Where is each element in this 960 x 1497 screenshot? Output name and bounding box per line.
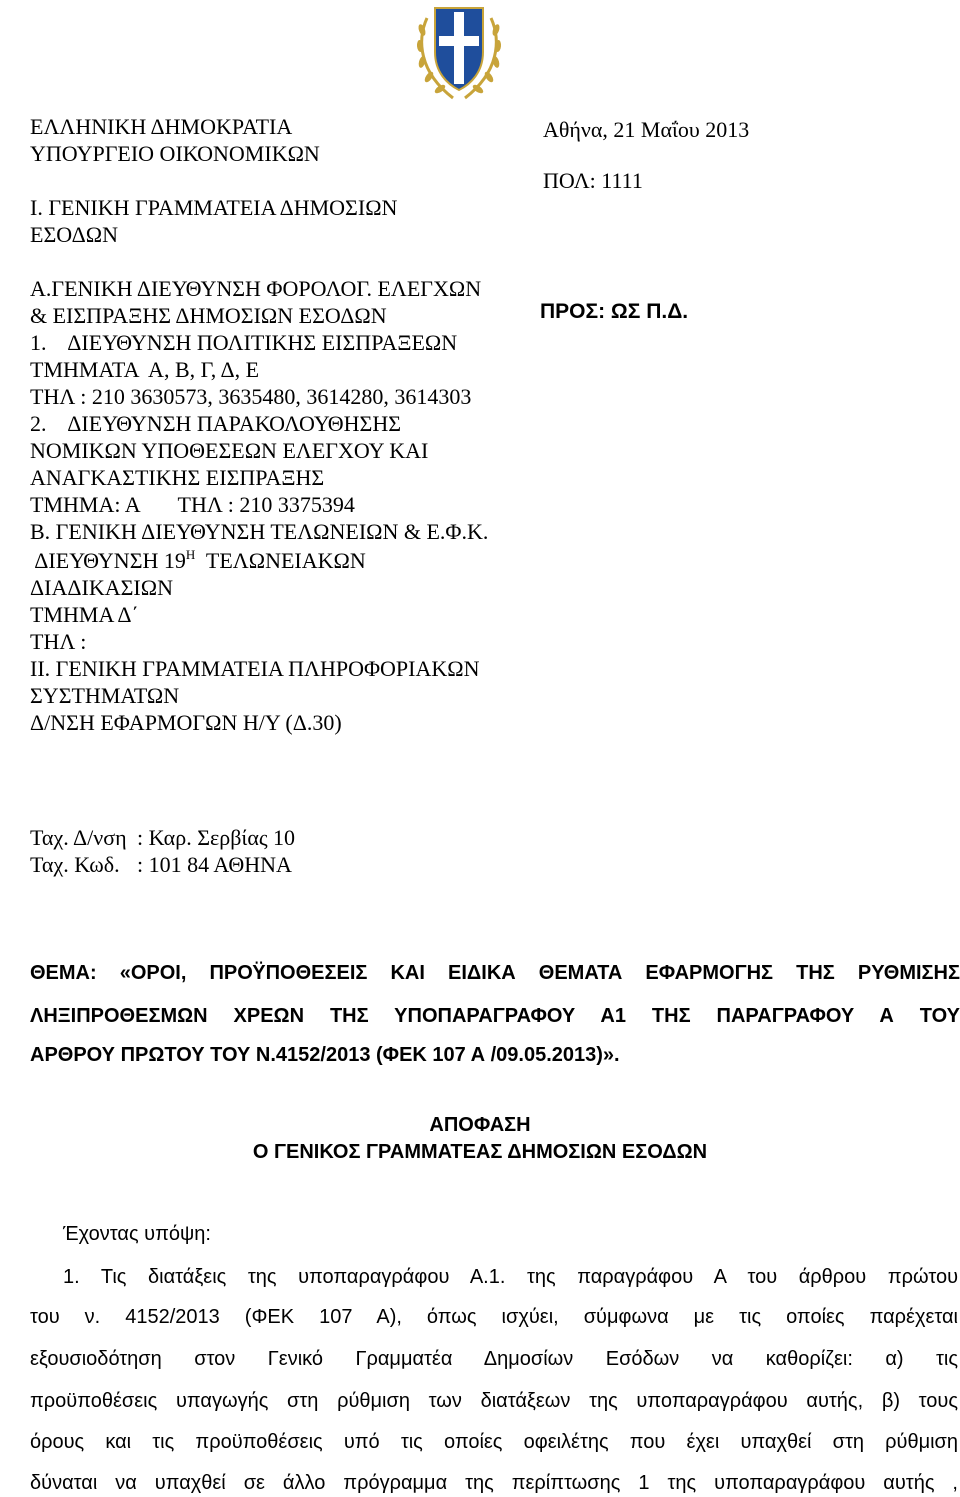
- postal-code-value: : 101 84 ΑΘΗΝΑ: [137, 852, 292, 877]
- directorate-19-text: ΔΙΕΥΘΥΝΣΗ 19: [30, 548, 186, 573]
- body-paragraph-line: δύναται να υπαχθεί σε άλλο πρόγραμμα της περίπτωσης 1 της υποπαραγράφου αυτής ,: [30, 1472, 958, 1494]
- street-value: : Καρ. Σερβίας 10: [137, 825, 296, 850]
- subject-line: ΘΕΜΑ: «ΟΡΟΙ, ΠΡΟΫΠΟΘΕΣΕΙΣ ΚΑΙ ΕΙΔΙΚΑ ΘΕΜΑΤΑ ΕΦΑΡΜΟΓΗΣ ΤΗΣ ΡΥΘΜΙΣΗΣ: [30, 962, 960, 984]
- decision-issuer: Ο ΓΕΝΙΚΟΣ ΓΡΑΜΜΑΤΕΑΣ ΔΗΜΟΣΙΩΝ ΕΣΟΔΩΝ: [252, 1141, 708, 1163]
- general-secretariat-cont: ΕΣΟΔΩΝ: [30, 222, 118, 247]
- republic-name: ΕΛΛΗΝΙΚΗ ΔΗΜΟΚΡΑΤΙΑ: [30, 114, 293, 139]
- greek-coat-of-arms-icon: [413, 0, 505, 104]
- directorate-19-superscript: Η: [185, 547, 196, 562]
- body-paragraph-line: προϋποθέσεις υπαγωγής στη ρύθμιση των διατάξεων της υποπαραγράφου αυτής, β) τους: [30, 1390, 958, 1412]
- decision-title: ΑΠΟΦΑΣΗ: [429, 1114, 531, 1136]
- directorate-19: [30, 548, 366, 574]
- subject-line: ΑΡΘΡΟΥ ΠΡΩΤΟΥ ΤΟΥ Ν.4152/2013 (ΦΕΚ 107 Α /09.05.2013)».: [30, 1044, 620, 1066]
- applications-directorate: Δ/ΝΣΗ ΕΦΑΡΜΟΓΩΝ Η/Υ (Δ.30): [30, 710, 342, 735]
- postal-code-label: Ταχ. Κωδ.: [30, 852, 120, 877]
- department-phone-2: ΤΜΗΜΑ: Α ΤΗΛ : 210 3375394: [30, 492, 355, 517]
- body-paragraph-line: όρους και τις προϋποθέσεις υπό τις οποίες οφειλέτης που έχει υπαχθεί στη ρύθμιση: [30, 1431, 958, 1453]
- recipient: ΠΡΟΣ: ΩΣ Π.Δ.: [540, 300, 689, 323]
- considering-intro: Έχοντας υπόψη:: [63, 1223, 211, 1245]
- directorate-1: 1. ΔΙΕΥΘΥΝΣΗ ΠΟΛΙΤΙΚΗΣ ΕΙΣΠΡΑΞΕΩΝ: [30, 330, 458, 355]
- general-secretariat-ii-cont: ΣΥΣΤΗΜΑΤΩΝ: [30, 683, 180, 708]
- street-label: Ταχ. Δ/νση: [30, 825, 127, 850]
- document-date: Αθήνα, 21 Μαΐου 2013: [543, 117, 750, 142]
- circular-number: ΠΟΛ: 1111: [543, 168, 643, 193]
- general-directorate-a: Α.ΓΕΝΙΚΗ ΔΙΕΥΘΥΝΣΗ ΦΟΡΟΛΟΓ. ΕΛΕΓΧΩΝ: [30, 276, 482, 301]
- directorate-2: 2. ΔΙΕΥΘΥΝΣΗ ΠΑΡΑΚΟΛΟΥΘΗΣΗΣ: [30, 411, 402, 436]
- ministry-name: ΥΠΟΥΡΓΕΙΟ ΟΙΚΟΝΟΜΙΚΩΝ: [30, 141, 320, 166]
- general-directorate-a-cont: & ΕΙΣΠΡΑΞΗΣ ΔΗΜΟΣΙΩΝ ΕΣΟΔΩΝ: [30, 303, 387, 328]
- subject-line: ΛΗΞΙΠΡΟΘΕΣΜΩΝ ΧΡΕΩΝ ΤΗΣ ΥΠΟΠΑΡΑΓΡΑΦΟΥ Α1 ΤΗΣ ΠΑΡΑΓΡΑΦΟΥ Α ΤΟΥ: [30, 1005, 960, 1027]
- body-paragraph-line: 1. Τις διατάξεις της υποπαραγράφου Α.1. της παραγράφου Α του άρθρου πρώτου: [63, 1266, 958, 1288]
- body-paragraph-line: του ν. 4152/2013 (ΦΕΚ 107 Α), όπως ισχύει, σύμφωνα με τις οποίες παρέχεται: [30, 1306, 958, 1328]
- phone-1: ΤΗΛ : 210 3630573, 3635480, 3614280, 3614303: [30, 384, 472, 409]
- department-d: ΤΜΗΜΑ Δ΄: [30, 602, 139, 627]
- body-paragraph-line: εξουσιοδότηση στον Γενικό Γραμματέα Δημοσίων Εσόδων να καθορίζει: α) τις: [30, 1348, 958, 1370]
- general-directorate-b: Β. ΓΕΝΙΚΗ ΔΙΕΥΘΥΝΣΗ ΤΕΛΩΝΕΙΩΝ & Ε.Φ.Κ.: [30, 519, 489, 544]
- general-secretariat-ii: ΙΙ. ΓΕΝΙΚΗ ΓΡΑΜΜΑΤΕΙΑ ΠΛΗΡΟΦΟΡΙΑΚΩΝ: [30, 656, 480, 681]
- procedures: ΔΙΑΔΙΚΑΣΙΩΝ: [30, 575, 173, 600]
- directorate-2-cont: ΝΟΜΙΚΩΝ ΥΠΟΘΕΣΕΩΝ ΕΛΕΓΧΟΥ ΚΑΙ: [30, 438, 429, 463]
- general-secretariat: Ι. ΓΕΝΙΚΗ ΓΡΑΜΜΑΤΕΙΑ ΔΗΜΟΣΙΩΝ: [30, 195, 398, 220]
- directorate-19-text-cont: ΤΕΛΩΝΕΙΑΚΩΝ: [195, 548, 366, 573]
- departments-1: ΤΜΗΜΑΤΑ Α, Β, Γ, Δ, Ε: [30, 357, 260, 382]
- phone-3: ΤΗΛ :: [30, 629, 87, 654]
- directorate-2-cont2: ΑΝΑΓΚΑΣΤΙΚΗΣ ΕΙΣΠΡΑΞΗΣ: [30, 465, 325, 490]
